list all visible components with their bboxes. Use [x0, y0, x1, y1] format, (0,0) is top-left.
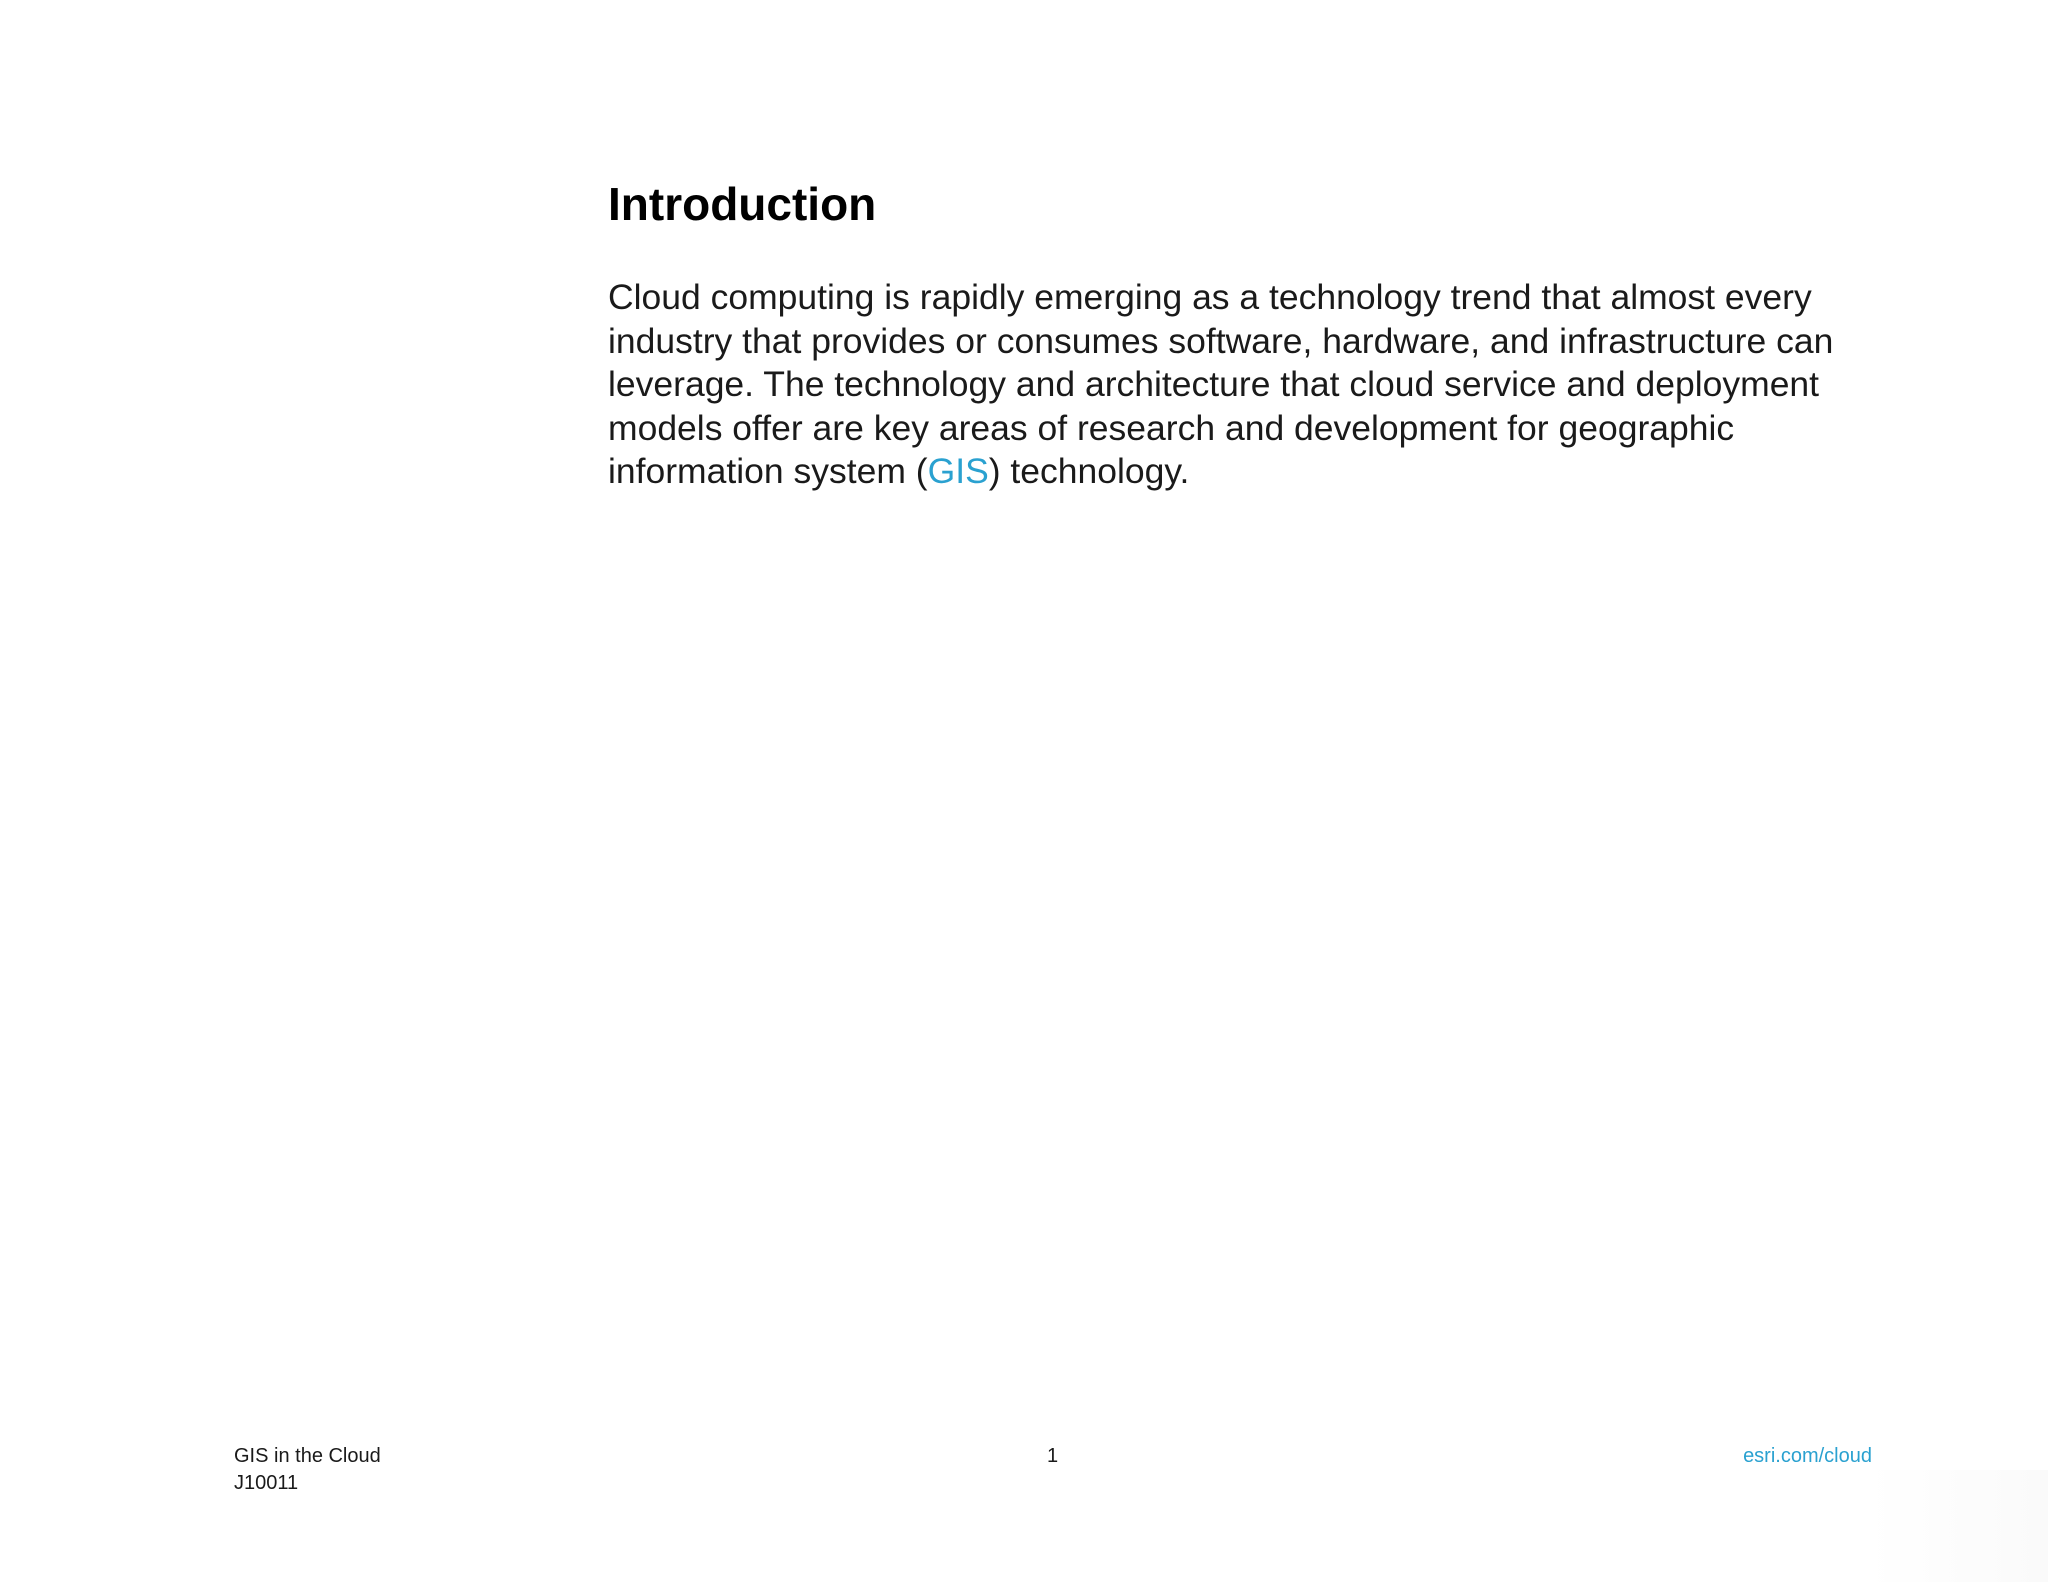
footer-doc-info — [234, 1443, 381, 1497]
corner-shade — [1868, 1470, 2048, 1582]
text-before-link: information system ( — [608, 451, 928, 492]
paragraph-line: Cloud computing is rapidly emerging as a technology trend that almost every — [608, 277, 1812, 317]
paragraph-line: industry that provides or consumes software, hardware, and infrastructure can — [608, 320, 1834, 361]
footer-url-link[interactable]: esri.com/cloud — [1743, 1445, 1872, 1467]
paragraph-line: models offer are key areas of research and development for geographic — [608, 407, 1735, 448]
footer-doc-code: J10011 — [234, 1472, 299, 1494]
section-heading: Introduction — [608, 178, 877, 230]
paragraph-line: leverage. The technology and architecture that cloud service and deployment — [608, 364, 1820, 405]
paragraph-line-last — [608, 450, 1898, 494]
gis-glossary-link[interactable]: GIS — [927, 451, 989, 492]
page-number: 1 — [1047, 1445, 1059, 1467]
intro-paragraph — [608, 276, 1898, 494]
footer-doc-title: GIS in the Cloud — [234, 1445, 381, 1467]
text-after-link: ) technology. — [988, 451, 1190, 492]
